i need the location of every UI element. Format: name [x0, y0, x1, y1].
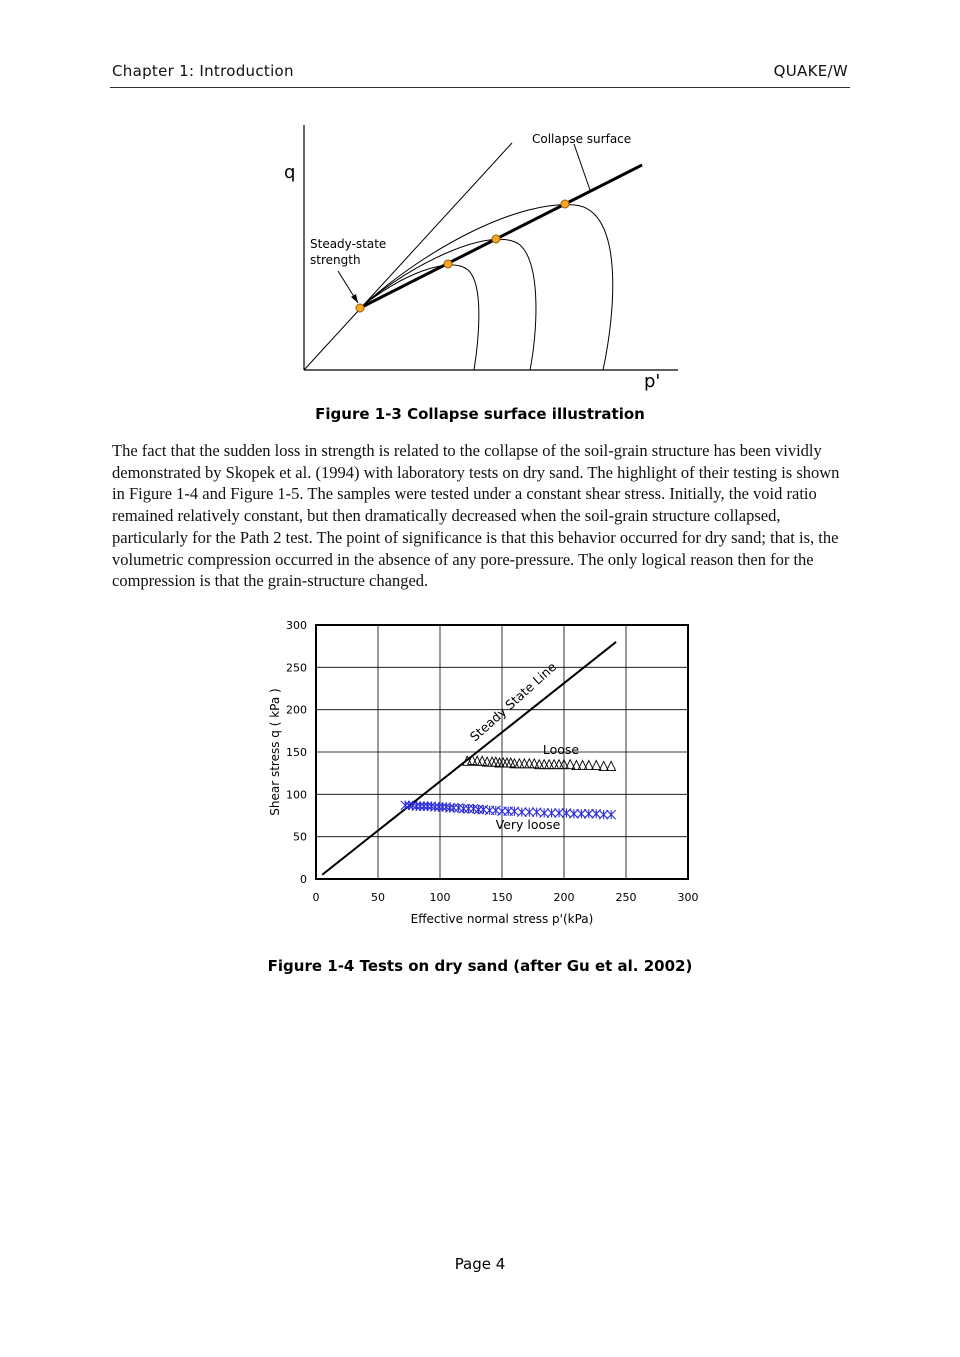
y-tick-label: 250 — [286, 661, 307, 675]
p-axis-label: p' — [644, 371, 661, 392]
figure-1-4-caption: Figure 1-4 Tests on dry sand (after Gu et al. 2002) — [267, 957, 693, 975]
y-tick-label: 100 — [286, 788, 307, 802]
page-number: Page 4 — [454, 1255, 506, 1273]
y-axis-title: Shear stress q ( kPa ) — [268, 688, 282, 816]
x-axis-title: Effective normal stress p'(kPa) — [410, 912, 594, 926]
x-tick-label: 100 — [429, 891, 451, 904]
collapse-surface-figure — [284, 115, 690, 400]
collapse-point-3 — [561, 200, 569, 208]
y-tick-label: 150 — [286, 746, 307, 759]
y-tick-label: 0 — [300, 873, 307, 886]
yield-curve-small — [360, 265, 479, 370]
running-header-product: QUAKE/W — [773, 62, 848, 80]
very-loose-point — [517, 808, 526, 817]
very-loose-annotation: Very loose — [495, 817, 561, 832]
yield-curve-medium — [360, 239, 536, 370]
very-loose-point — [569, 809, 578, 818]
very-loose-point — [464, 804, 473, 813]
steady-state-point — [356, 304, 364, 312]
very-loose-point — [599, 810, 608, 819]
chart-ticks — [286, 619, 699, 904]
x-tick-label: 250 — [615, 891, 637, 904]
loose-series — [463, 755, 616, 770]
collapse-surface-label: Collapse surface — [532, 132, 632, 146]
x-tick-label: 300 — [677, 891, 699, 904]
body-paragraph: The fact that the sudden loss in strength is related to the collapse of the soil-grain structure has been vividly demonstrated by Skopek et al. (1994) with laboratory tests on dry sand. The highlight of their testing is shown in Figure 1-4 and Figure 1-5. The samples were tested under a constant shear stress. Initially, the void ratio remained relatively constant, but then dramatically decreased when the soil-grain structure collapsed, particularly for the Path 2 test. The point of significance is that this behavior occurred for dry sand; that is, the volumetric compression occurred in the absence of any pore-pressure. The only logical reason then for the compression is that the grain-structure changed. — [112, 441, 840, 591]
x-tick-label: 50 — [371, 891, 385, 904]
steady-state-line-annotation: Steady State Line — [466, 659, 560, 745]
steady-state-line-series — [322, 642, 616, 875]
steady-state-arrowhead — [351, 294, 358, 303]
collapse-surface-line — [360, 165, 642, 308]
y-tick-label: 200 — [286, 703, 307, 717]
very-loose-point — [459, 804, 468, 813]
very-loose-point — [525, 808, 534, 817]
collapse-point-2 — [492, 235, 500, 243]
x-tick-label: 150 — [491, 891, 513, 904]
collapse-surface-leader — [574, 144, 590, 190]
very-loose-point — [607, 810, 616, 819]
loose-annotation: Loose — [542, 742, 580, 757]
steady-state-label-line1: Steady-state — [310, 237, 387, 251]
y-tick-label: 50 — [293, 830, 307, 844]
chart-grid — [316, 625, 688, 879]
dry-sand-test-chart — [255, 612, 715, 932]
header-divider — [110, 87, 850, 88]
x-tick-label: 200 — [553, 891, 575, 904]
steady-state-label-line2: strength — [310, 253, 361, 267]
running-header-chapter: Chapter 1: Introduction — [112, 62, 294, 80]
x-tick-label: 0 — [312, 891, 320, 904]
very-loose-point — [474, 805, 483, 814]
loose-point — [578, 761, 587, 770]
y-tick-label: 300 — [286, 619, 307, 632]
figure-1-3-caption: Figure 1-3 Collapse surface illustration — [315, 405, 645, 423]
collapse-point-1 — [444, 260, 452, 268]
q-axis-label: q — [284, 162, 296, 183]
very-loose-point — [577, 809, 586, 818]
very-loose-point — [584, 809, 593, 818]
